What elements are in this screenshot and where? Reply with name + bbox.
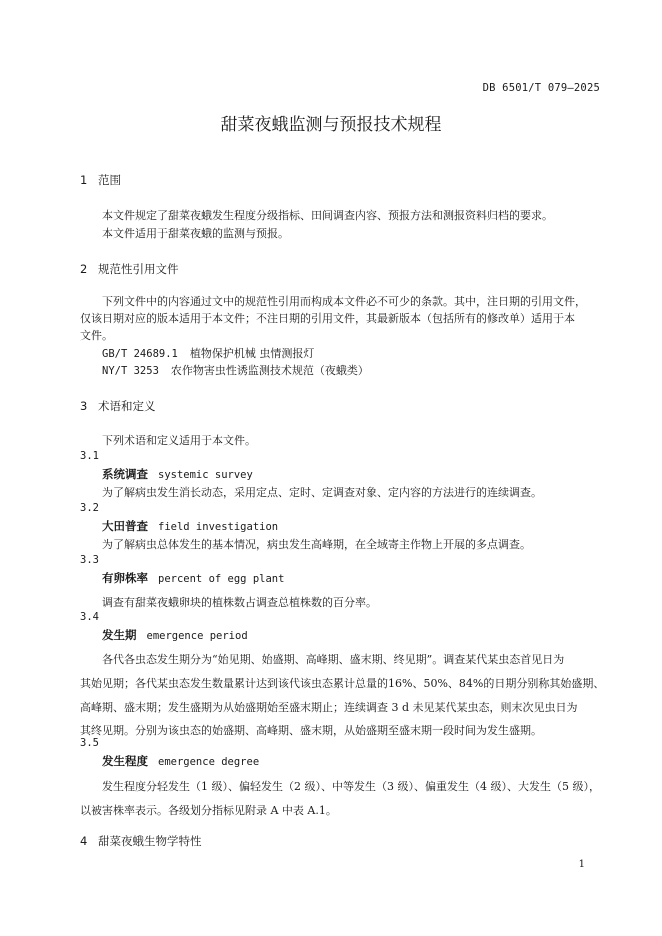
document-title: 甜菜夜蛾监测与预报技术规程 <box>220 115 442 135</box>
term-definition-line: 各代各虫态发生期分为“始见期、始盛期、高峰期、盛末期、终见期”。调查某代某虫态首见日为 <box>102 653 565 666</box>
term-heading: 发生期 emergence period <box>102 628 248 642</box>
term-number: 3.2 <box>80 502 99 514</box>
section-4-heading: 4 甜菜夜蛾生物学特性 <box>80 834 202 848</box>
term-number: 3.4 <box>80 611 99 623</box>
term-heading: 大田普查 field investigation <box>102 519 279 533</box>
term-definition-line: 其终见期。分别为该虫态的始盛期、高峰期、盛末期，从始盛期至盛末期一段时间为发生盛期。 <box>80 724 542 737</box>
term-heading: 系统调查 systemic survey <box>102 467 253 481</box>
term-number: 3.1 <box>80 450 99 462</box>
standard-code: DB 6501/T 079—2025 <box>482 82 600 94</box>
reference-item: NY/T 3253 农作物害虫性诱监测技术规范（夜蛾类） <box>102 364 369 377</box>
page-number: 1 <box>578 859 585 870</box>
term-number: 3.5 <box>80 737 99 749</box>
term-definition-line: 其始见期；各代某虫态发生数量累计达到该代该虫态累计总量的16%、50%、84%的日期分别称其始盛期、 <box>80 677 605 690</box>
section-2-heading: 2 规范性引用文件 <box>80 262 179 276</box>
term-number: 3.3 <box>80 554 99 566</box>
section-2-intro-line-3: 文件。 <box>80 329 113 342</box>
section-1-para-1: 本文件规定了甜菜夜蛾发生程度分级指标、田间调查内容、预报方法和测报资料归档的要求。 <box>102 209 553 222</box>
term-definition: 为了解病虫发生消长动态，采用定点、定时、定调查对象、定内容的方法进行的连续调查。 <box>102 486 542 499</box>
section-3-heading: 3 术语和定义 <box>80 399 156 413</box>
term-heading: 发生程度 emergence degree <box>102 754 260 768</box>
section-1-heading: 1 范围 <box>80 173 121 187</box>
reference-item: GB/T 24689.1 植物保护机械 虫情测报灯 <box>102 347 315 360</box>
section-2-intro-line-2: 仅该日期对应的版本适用于本文件；不注日期的引用文件，其最新版本（包括所有的修改单）适用于本 <box>80 312 575 325</box>
section-2-intro-line-1: 下列文件中的内容通过文中的规范性引用而构成本文件必不可少的条款。其中，注日期的引用文件， <box>102 295 586 308</box>
term-definition-line: 以被害株率表示。各级划分指标见附录 A 中表 A.1。 <box>80 804 337 817</box>
term-definition: 为了解病虫总体发生的基本情况，病虫发生高峰期，在全域寄主作物上开展的多点调查。 <box>102 538 531 551</box>
section-3-intro: 下列术语和定义适用于本文件。 <box>102 434 256 447</box>
term-definition: 调查有甜菜夜蛾卵块的植株数占调查总植株数的百分率。 <box>102 596 377 609</box>
section-1-para-2: 本文件适用于甜菜夜蛾的监测与预报。 <box>102 227 289 240</box>
term-definition-line: 高峰期、盛末期；发生盛期为从始盛期始至盛末期止；连续调查 3 d 未见某代某虫态，则末次见虫日为 <box>80 701 578 714</box>
term-heading: 有卵株率 percent of egg plant <box>102 571 285 585</box>
term-definition-line: 发生程度分轻发生（1 级）、偏轻发生（2 级）、中等发生（3 级）、偏重发生（4 级）、大发生（5 级）， <box>102 780 600 793</box>
